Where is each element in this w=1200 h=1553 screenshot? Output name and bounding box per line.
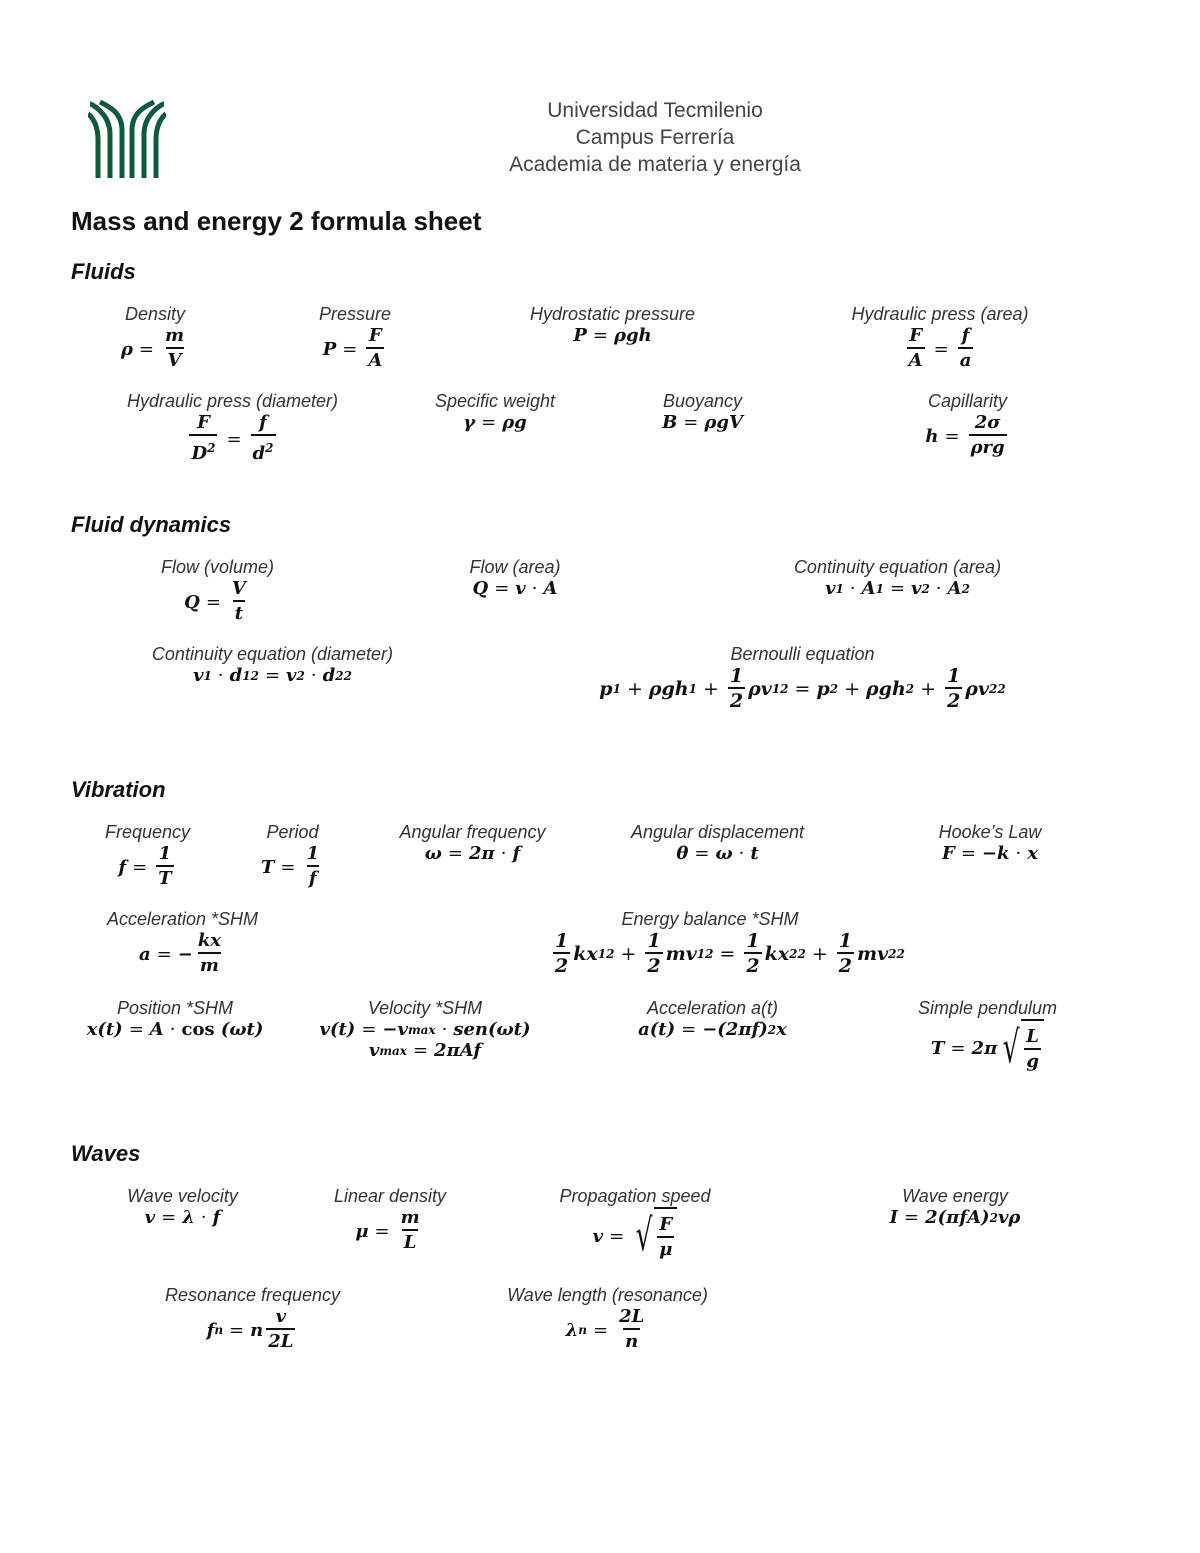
formula-label: Flow (area): [469, 557, 561, 577]
section-waves-title: Waves: [71, 1141, 141, 1166]
formula-acceleration-shm: [90, 908, 275, 978]
formula-label: Hooke’s Law: [938, 822, 1042, 842]
formula-expression: a(t) = −(2πf) 2 x: [638, 1019, 787, 1040]
formula-label: Wave energy: [902, 1186, 1008, 1206]
section-vibration-title: Vibration: [71, 777, 166, 802]
formula-label: Bernoulli equation: [730, 644, 875, 664]
formula-expression: f = $\frac{1}{T}$: [118, 843, 172, 889]
formula-label: Pressure: [318, 304, 392, 324]
formula-bernoulli: [595, 643, 1010, 713]
formula-expression-vmax: v max = 2πAf: [368, 1040, 482, 1061]
formula-label: Capillarity: [927, 391, 1008, 411]
formula-frequency: [90, 821, 205, 891]
formula-flow-volume: [145, 556, 290, 626]
formula-label: Wave velocity: [127, 1186, 238, 1206]
formula-velocity-shm: [305, 997, 545, 1061]
formula-density: [100, 303, 210, 373]
formula-angular-displacement: [615, 821, 820, 864]
formula-expression: f n = n $\frac{v}{2L}$: [206, 1306, 294, 1352]
formula-expression: λ n = $\frac{2L}{n}$: [565, 1306, 645, 1352]
formula-label: Continuity equation (diameter): [151, 644, 394, 664]
section-fluid-dynamics-title: Fluid dynamics: [71, 512, 232, 537]
formula-label: Period: [266, 822, 319, 842]
formula-expression: $\frac{F}{D^2}$ = $\frac{f}{d^2}$: [191, 412, 274, 464]
formula-expression: $\frac{1}{2}$ kx 1 2 + $\frac{1}{2}$ mv 1 2 = $\frac{1}{2}$ kx 2 2 + $\frac{1}{2}$ mv 2 2: [555, 930, 905, 977]
university-name: Universidad Tecmilenio: [547, 99, 763, 122]
formula-expression: B = ρgV: [662, 412, 743, 433]
formula-label: Angular displacement: [630, 822, 805, 842]
formula-wave-energy: [870, 1185, 1040, 1228]
formula-pressure: [300, 303, 410, 373]
academy-name: Academia de materia y energía: [509, 153, 801, 176]
formula-expression: θ = ω · t: [676, 843, 759, 864]
formula-acceleration-at: [615, 997, 810, 1040]
formula-label: Hydraulic press (area): [851, 304, 1029, 324]
formula-label: Energy balance *SHM: [621, 909, 799, 929]
formula-label: Simple pendulum: [917, 998, 1058, 1018]
formula-label: Frequency: [104, 822, 191, 842]
formula-simple-pendulum: [900, 997, 1075, 1077]
formula-expression: γ = ρg: [463, 412, 527, 433]
formula-position-shm: [80, 997, 270, 1040]
formula-specific-weight: [420, 390, 570, 433]
formula-label: Acceleration *SHM: [106, 909, 259, 929]
formula-angular-frequency: [385, 821, 560, 864]
formula-buoyancy: [640, 390, 765, 433]
formula-expression: μ = $\frac{m}{L}$: [355, 1207, 420, 1253]
formula-expression: a = − $\frac{kx}{m}$: [138, 930, 222, 976]
formula-label: Acceleration a(t): [646, 998, 779, 1018]
formula-label: Velocity *SHM: [367, 998, 483, 1018]
formula-label: Angular frequency: [399, 822, 546, 842]
formula-expression: P = $\frac{F}{A}$: [322, 325, 383, 371]
formula-wave-velocity: [110, 1185, 255, 1228]
formula-expression: h = $\frac{2\sigma}{\text{ρrg}}$: [925, 412, 1005, 458]
formula-expression: ρ = $\frac{m}{V}$: [120, 325, 185, 371]
formula-expression: T = 2π √ $\frac{L}{g}$: [931, 1019, 1044, 1077]
formula-label: Resonance frequency: [164, 1285, 341, 1305]
formula-expression: v 1 · A 1 = v 2 · A 2: [825, 578, 970, 599]
formula-label: Density: [124, 304, 186, 324]
formula-propagation-speed: [540, 1185, 730, 1265]
formula-label: Continuity equation (area): [793, 557, 1002, 577]
formula-label: Wave length (resonance): [507, 1285, 708, 1305]
formula-expression: I = 2(πfA) 2 vρ: [889, 1207, 1021, 1228]
page-title: Mass and energy 2 formula sheet: [71, 206, 482, 236]
formula-flow-area: [450, 556, 580, 599]
formula-expression: Q = v · A: [472, 578, 558, 599]
formula-resonance-frequency: [145, 1284, 360, 1354]
formula-label: Propagation speed: [559, 1186, 711, 1206]
formula-energy-balance: [550, 908, 905, 978]
formula-expression: T = $\frac{1}{f}$: [260, 843, 320, 889]
formula-label: Buoyancy: [662, 391, 743, 411]
formula-expression: v = λ · f: [144, 1207, 221, 1228]
section-fluids-title: Fluids: [71, 259, 136, 284]
formula-capillarity: [905, 390, 1030, 460]
formula-label: Flow (volume): [160, 557, 275, 577]
university-logo: [88, 100, 166, 180]
formula-expression: p 1 + ρgh 1 + $\frac{1}{2}$ ρv 1 2 = p 2 + ρgh 2 + $\frac{1}{2}$ ρv 2 2: [599, 665, 1006, 712]
formula-label: Linear density: [333, 1186, 447, 1206]
formula-expression: ω = 2π · f: [424, 843, 521, 864]
formula-expression: v 1 · d 1 2 = v 2 · d 2 2: [193, 665, 352, 686]
formula-expression: P = ρgh: [573, 325, 652, 346]
formula-continuity-diameter: [130, 643, 415, 686]
formula-expression: $\frac{F}{A}$ = $\frac{f}{a}$: [908, 325, 972, 371]
campus-name: Campus Ferrería: [575, 126, 735, 149]
formula-label: Specific weight: [434, 391, 556, 411]
formula-hydraulic-press-area: [835, 303, 1045, 373]
formula-expression: F = −k · x: [942, 843, 1038, 864]
formula-expression: v = √ $\frac{F}{\mu}$: [593, 1207, 678, 1265]
formula-hookes-law: [915, 821, 1065, 864]
formula-wave-length-resonance: [485, 1284, 730, 1354]
formula-hydraulic-press-diameter: [110, 390, 355, 466]
formula-hydrostatic-pressure: [510, 303, 715, 346]
formula-expression: Q = $\frac{V}{t}$: [184, 578, 246, 624]
formula-label: Hydrostatic pressure: [529, 304, 696, 324]
formula-label: Position *SHM: [116, 998, 234, 1018]
formula-expression: x(t) = A · cos (ωt): [86, 1019, 264, 1040]
formula-linear-density: [320, 1185, 460, 1255]
formula-expression: v(t) = −v max · sen(ωt): [319, 1019, 531, 1040]
formula-period: [250, 821, 335, 891]
formula-label: Hydraulic press (diameter): [126, 391, 339, 411]
formula-continuity-area: [775, 556, 1020, 599]
